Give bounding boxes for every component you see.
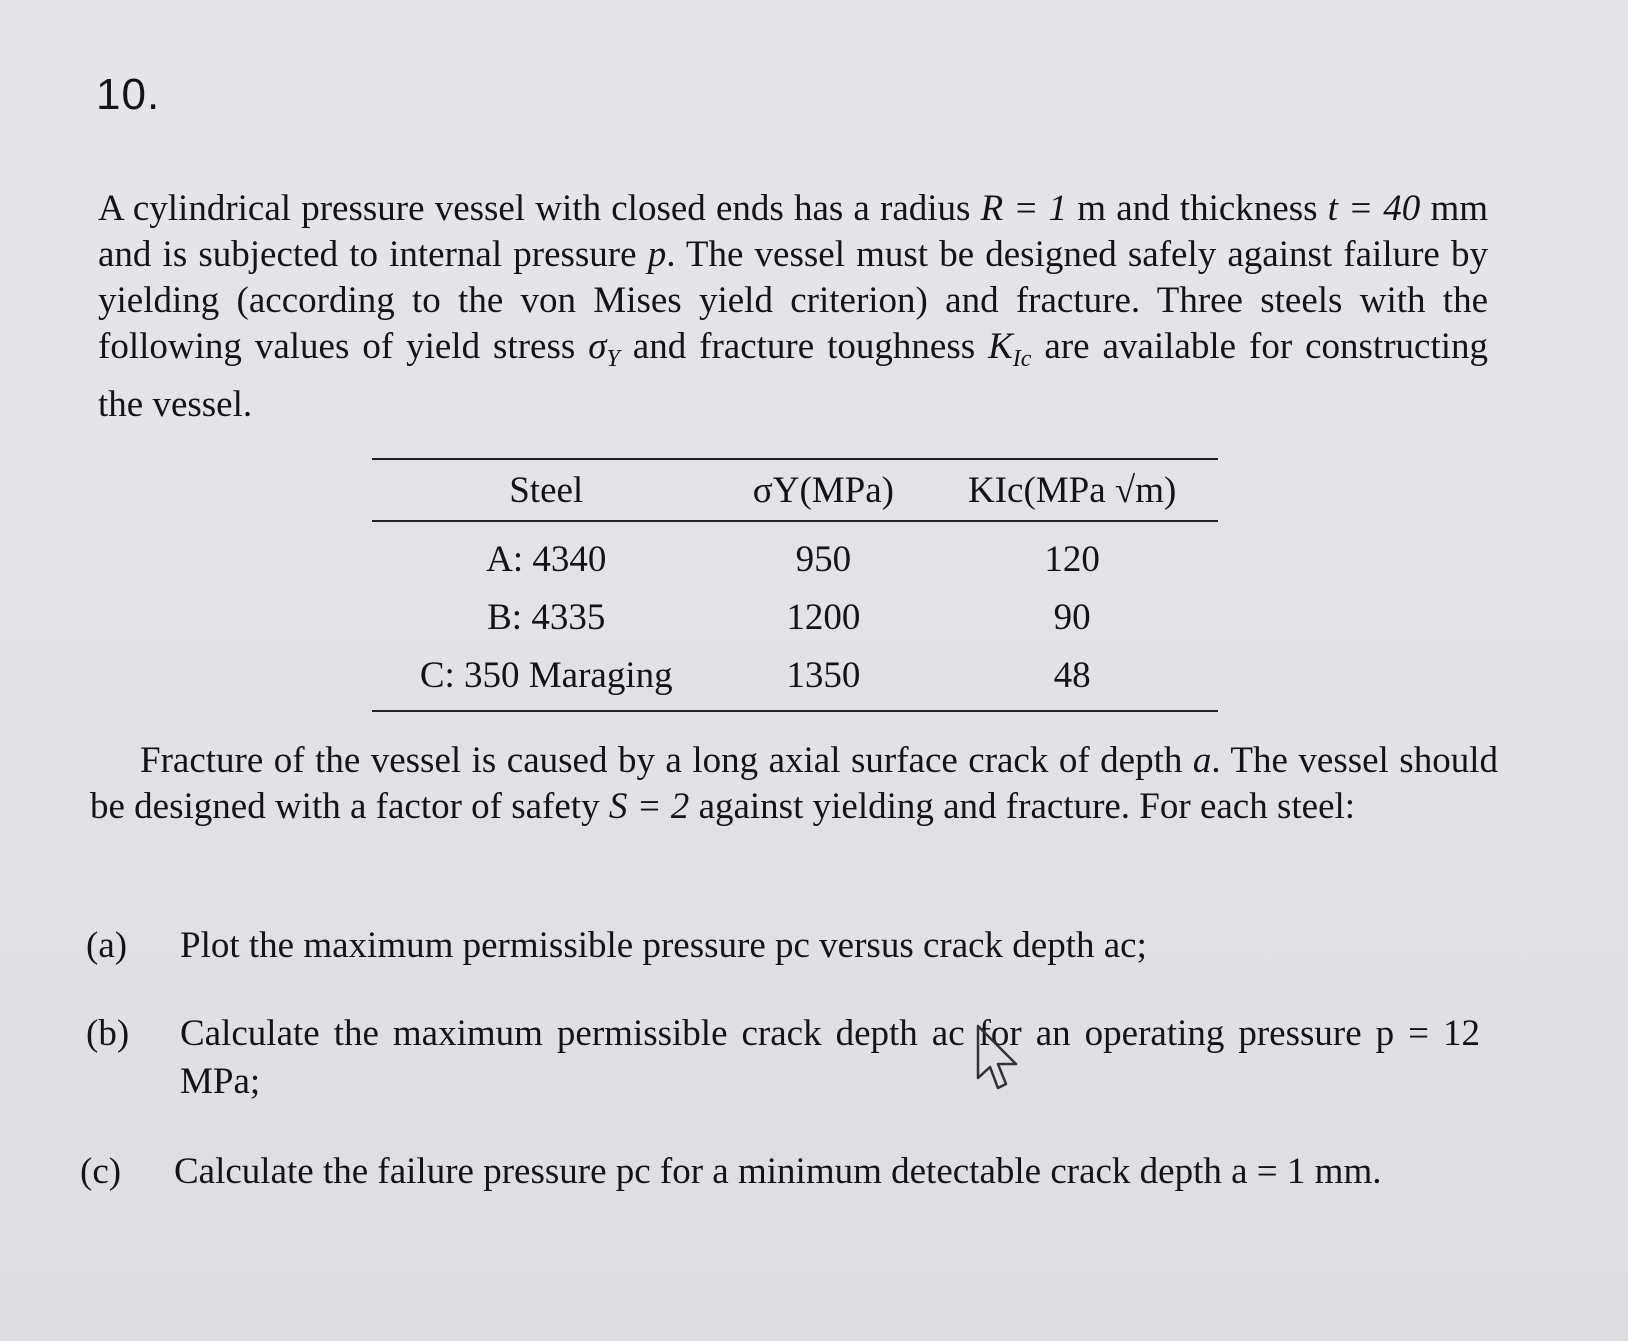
problem-statement [98, 186, 1488, 428]
question-text: Calculate the failure pressure pc for a minimum detectable crack depth a = 1 mm. [174, 1151, 1382, 1192]
safety-factor-value: S = 2 [608, 786, 690, 827]
table-row [372, 521, 1218, 588]
question-label: (a) [86, 925, 128, 966]
table-row [372, 646, 1218, 711]
mouse-pointer-icon [976, 1024, 1022, 1094]
table-row [372, 588, 1218, 646]
header-steel: Steel [509, 469, 584, 511]
statement-text: are available for constructing the vessel. [98, 326, 1489, 425]
table-cell-steel: A: 4340 [486, 538, 607, 580]
table-cell-toughness: 90 [1053, 596, 1091, 638]
k-symbol: K [988, 326, 1013, 367]
question-label: (c) [80, 1151, 122, 1192]
table-header-row [372, 459, 1218, 521]
table-cell-steel: C: 350 Maraging [419, 654, 673, 696]
description-text: Fracture of the vessel is caused by a long axial surface crack of depth [140, 740, 1193, 781]
table-cell-steel: B: 4335 [487, 596, 606, 638]
description-text: . The vessel should be designed with a factor of safety [90, 740, 1498, 827]
header-yield-stress: σY(MPa) [752, 469, 894, 511]
radius-value: R = 1 [980, 188, 1068, 229]
question-label: (b) [86, 1013, 130, 1054]
question-text: Plot the maximum permissible pressure pc versus crack depth ac; [180, 925, 1147, 966]
table-cell-toughness: 120 [1044, 538, 1100, 580]
table-cell-yield: 950 [795, 538, 852, 580]
statement-text: and fracture toughness [619, 326, 989, 367]
statement-text: mm and is subjected to internal pressure [98, 188, 1489, 275]
thickness-value: t = 40 [1327, 188, 1421, 229]
header-fracture-toughness: KIc(MPa √m) [968, 469, 1177, 511]
sigma-subscript: Y [606, 346, 620, 372]
crack-depth-symbol: a [1192, 740, 1212, 781]
question-text: Calculate the maximum permissible crack depth ac for an operating pressure p = 12 MPa; [180, 1013, 1480, 1102]
problem-number: 10. [96, 70, 161, 119]
k-subscript: Ic [1012, 346, 1032, 372]
table-cell-toughness: 48 [1053, 654, 1091, 696]
statement-text: m and thickness [1067, 188, 1328, 229]
description-text: against yielding and fracture. For each steel: [689, 786, 1356, 827]
table-cell-yield: 1350 [786, 654, 861, 696]
table-cell-yield: 1200 [786, 596, 861, 638]
fracture-description [90, 738, 1498, 830]
statement-text: A cylindrical pressure vessel with closed ends has a radius [98, 188, 981, 229]
statement-text: . The vessel must be designed safely against failure by yielding (according to the von Mises yield criterion) and fracture. Three steels with the following values of yield stress [98, 234, 1488, 367]
sigma-symbol: σ [588, 326, 607, 367]
pressure-symbol: p [647, 234, 667, 275]
steel-properties-table [372, 458, 1218, 712]
